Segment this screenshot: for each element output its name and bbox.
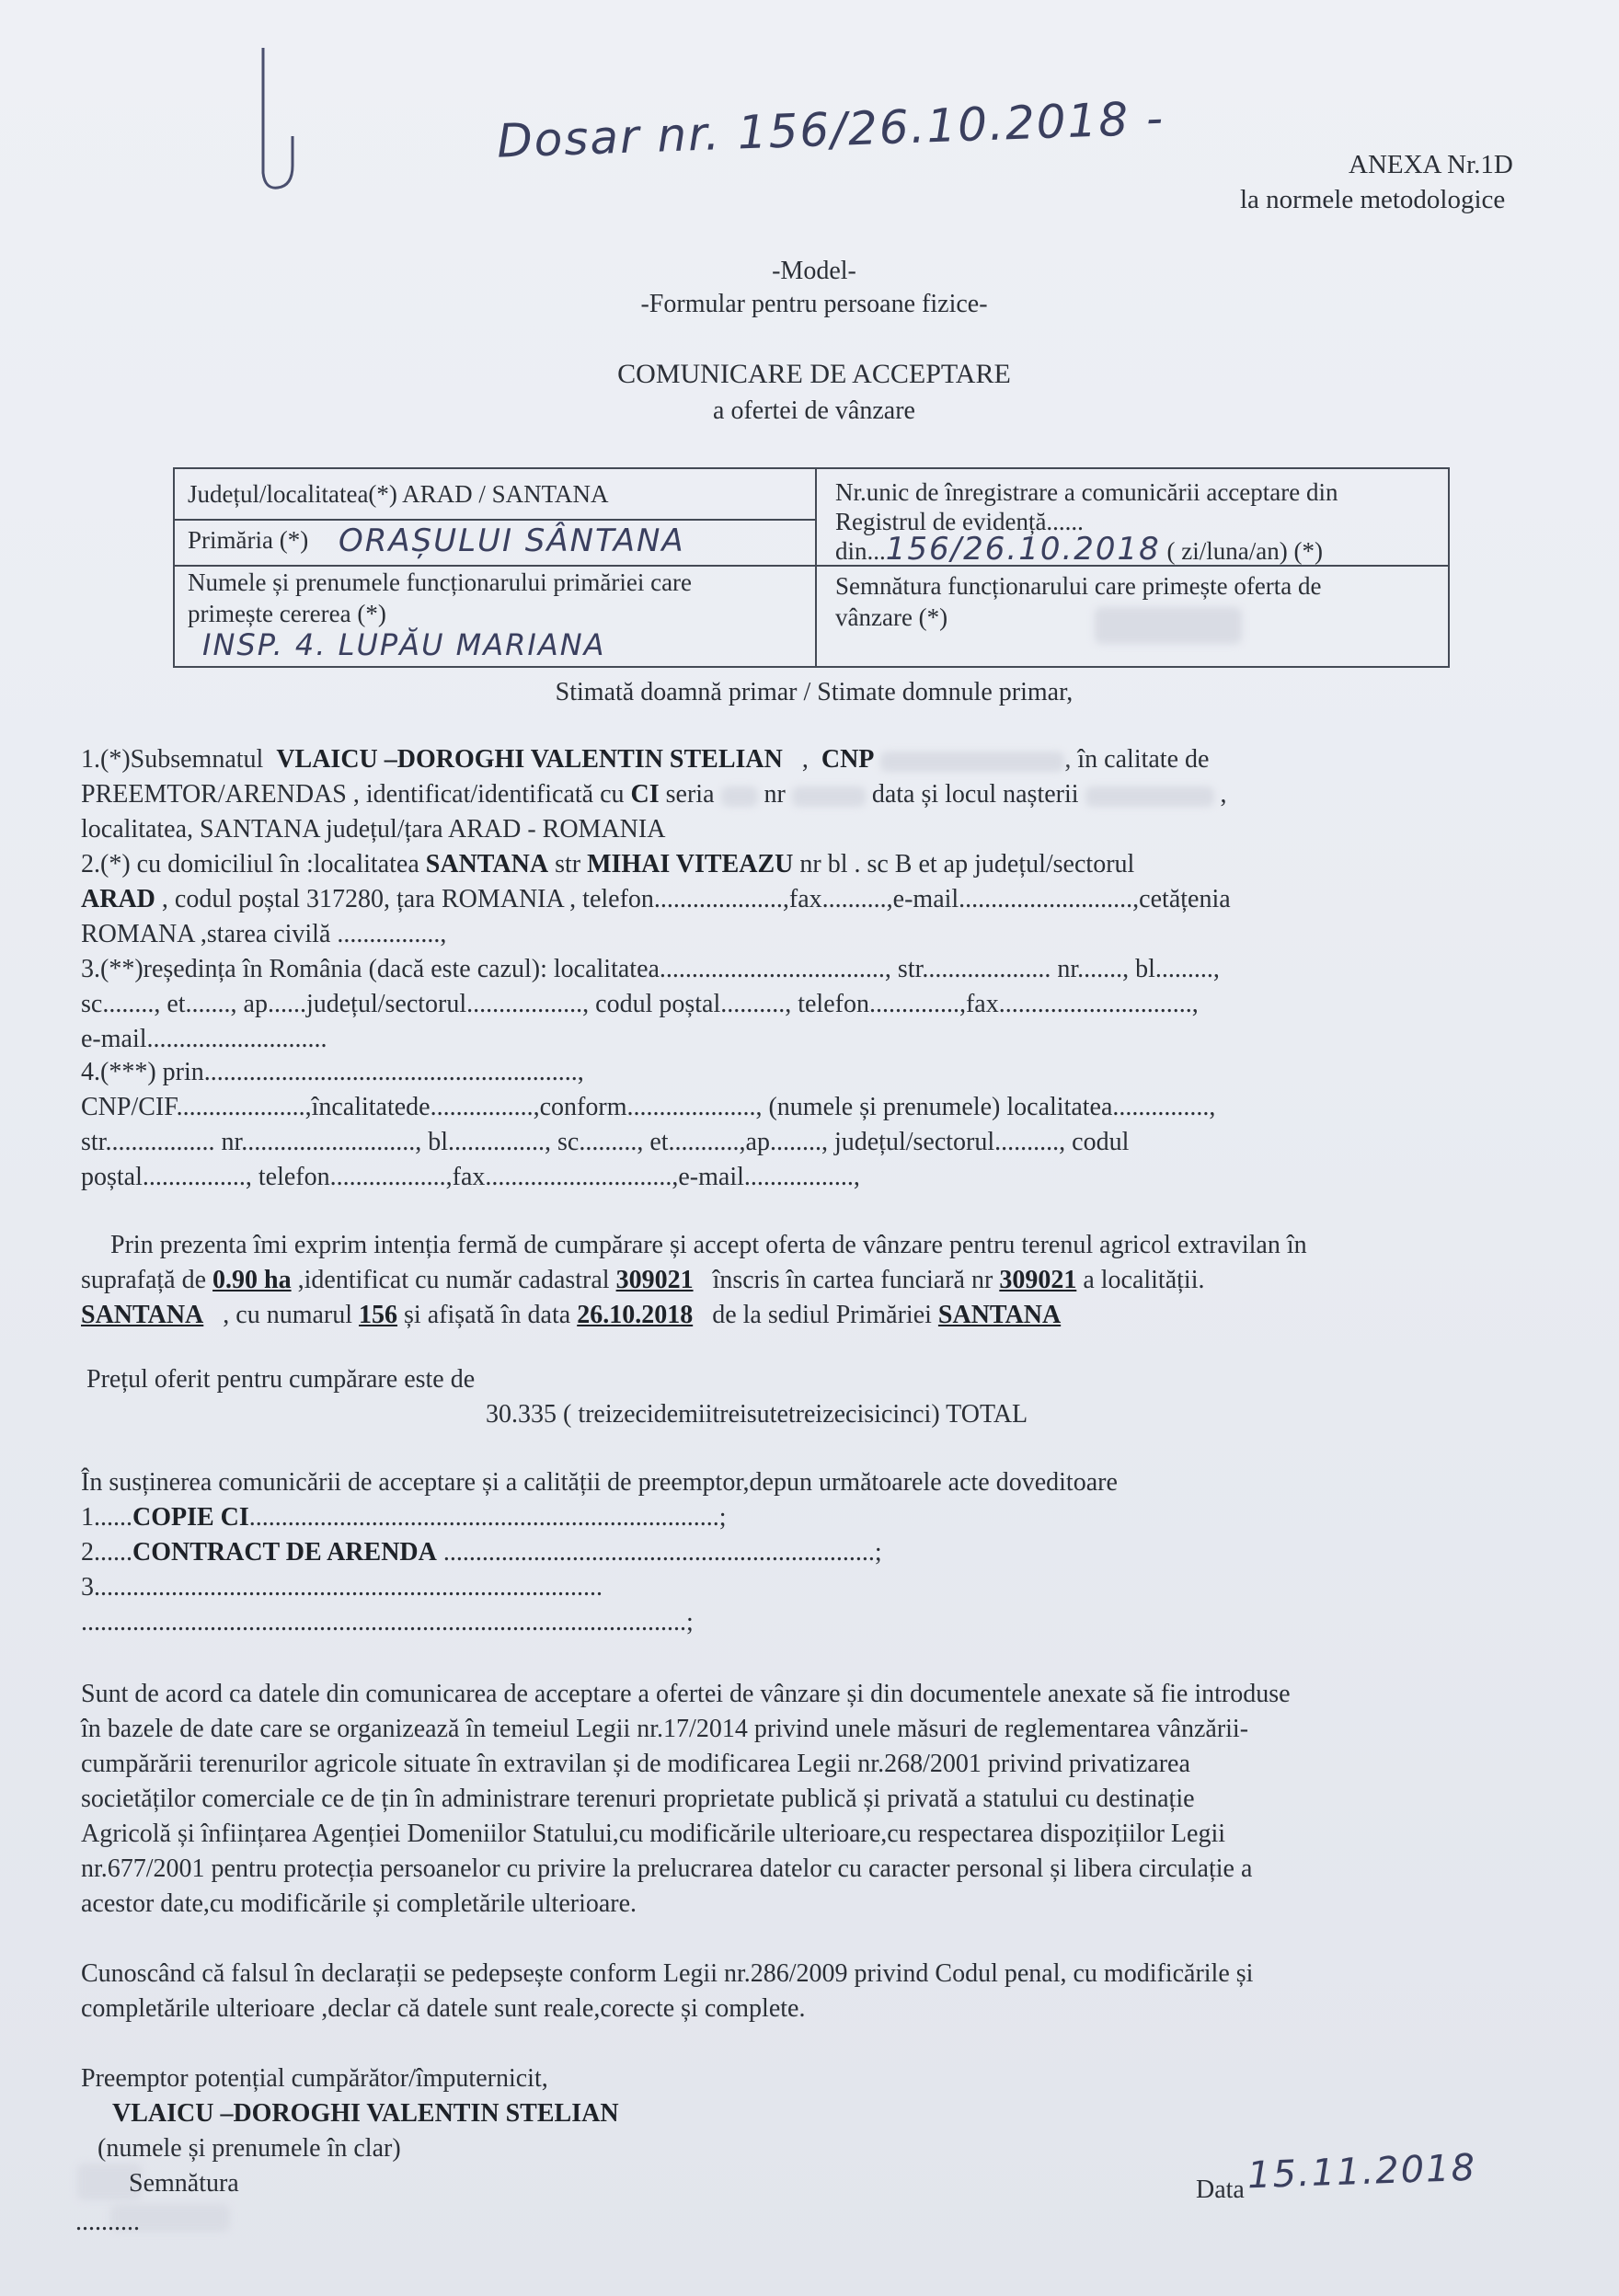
primaria-label: Primăria (*) — [188, 526, 309, 554]
acord-line6: nr.677/2001 pentru protecția persoanelor cu privire la prelucrarea datelor cu caracter personal și libera circulație a — [81, 1854, 1253, 1883]
p1-line3: localitatea, SANTANA județul/țara ARAD - ROMANIA — [81, 815, 666, 844]
data-label: Data — [1196, 2175, 1245, 2204]
functionar-handwritten: INSP. 4. LUPĂU MARIANA — [202, 627, 606, 662]
acte-item-1: 1......COPIE CI.........................................................................; — [81, 1503, 727, 1532]
functionar-label-2: primește cererea (*) — [188, 600, 386, 627]
prezenta-line1: Prin prezenta îmi exprim intenția fermă de cumpărare și accept oferta de vânzare pentru terenul agricol extravilan în — [110, 1231, 1307, 1259]
acte-item-2: 2......CONTRACT DE ARENDA ...................................................................; — [81, 1538, 882, 1567]
suprafata-value: 0.90 ha — [212, 1266, 292, 1294]
redacted-signature — [1095, 607, 1242, 644]
p4-line3: str................. nr..........................., bl..............., sc........., et...........,ap........, județul/sectorul.........., codul — [81, 1128, 1130, 1156]
model-title: -Model- — [772, 257, 856, 285]
prezenta-line2: suprafață de 0.90 ha ,identificat cu număr cadastral 309021 înscris în cartea funciară nr 309021 a localității. — [81, 1266, 1205, 1294]
registration-table — [173, 467, 1450, 668]
subtitle: a ofertei de vânzare — [713, 396, 915, 425]
din-text: din — [835, 537, 867, 565]
acord-line1: Sunt de acord ca datele din comunicarea de acceptare a ofertei de vânzare și din documentele anexate să fie introduse — [81, 1680, 1291, 1708]
acord-line4: societăților comerciale ce de țin în administrare terenuri proprietate publică și privată a statului cu destinație — [81, 1785, 1195, 1813]
p3-line2: sc........, et......., ap......județul/sectorul.................., codul poștal.........., telefon..............,fax.............................., — [81, 990, 1199, 1018]
applicant-name: VLAICU –DOROGHI VALENTIN STELIAN — [276, 745, 783, 774]
nr-handwritten: 156/26.10.2018 — [885, 531, 1161, 568]
p3-line1: 3.(**)reședința în România (dacă este cazul): localitatea..................................., str.................... nr......., bl........., — [81, 955, 1220, 983]
cunoscand-line2: completările ulterioare ,declar că datele sunt reale,corecte și complete. — [81, 1994, 806, 2023]
preemptor-label: Preemptor potențial cumpărător/împuternicit, — [81, 2064, 548, 2093]
redacted-cnp — [880, 752, 1064, 772]
nr-unic-label: Nr.unic de înregistrare a comunicării acceptare din — [835, 478, 1338, 506]
primaria-handwritten: ORAȘULUI SÂNTANA — [339, 522, 685, 559]
semnatura-label-footer: Semnătura — [129, 2169, 239, 2198]
pret-label: Prețul oferit pentru cumpărare este de — [86, 1365, 476, 1394]
p4-line4: poștal................, telefon..................,fax.............................,e-mail................., — [81, 1163, 860, 1191]
date-format-label: ( zi/luna/an) (*) — [1166, 537, 1323, 565]
acord-line5: Agricolă și înființarea Agenției Domeniilor Statului,cu modificările ulterioare,cu respectarea dispozițiilor Legii — [81, 1820, 1226, 1848]
acte-item-3: 3............................................................................... — [81, 1573, 603, 1601]
dosar-handwritten: Dosar nr. 156/26.10.2018 - — [496, 91, 1165, 168]
semnatura-label: Semnătura funcționarului care primește oferta de — [835, 572, 1322, 600]
name-clar-label: (numele și prenumele în clar) — [98, 2134, 401, 2163]
cunoscand-line1: Cunoscând că falsul în declarații se pedepsește conform Legii nr.286/2009 privind Codul penal, cu modificările și — [81, 1959, 1254, 1988]
judet-cell: Județul/localitatea(*) ARAD / SANTANA — [188, 480, 609, 508]
p2-line1: 2.(*) cu domiciliul în :localitatea SANTANA str MIHAI VITEAZU nr bl . sc B et ap județul/sectorul — [81, 850, 1135, 878]
signer-name: VLAICU –DOROGHI VALENTIN STELIAN — [112, 2099, 619, 2128]
acord-line3: cumpărării terenurilor agricole situate în extravilan și de modificarea Legii nr.268/2001 privind privatizarea — [81, 1750, 1190, 1778]
main-title: COMUNICARE DE ACCEPTARE — [617, 359, 1011, 389]
acord-line2: în bazele de date care se organizează în temeiul Legii nr.17/2014 privind unele măsuri de reglementarea vânzării- — [81, 1715, 1249, 1743]
p4-line2: CNP/CIF....................,încalitatede................,conform...................., (numele și prenumele) localitatea..............., — [81, 1093, 1216, 1121]
acte-intro: În susținerea comunicării de acceptare și a calității de preemptor,depun următoarele acte doveditoare — [81, 1468, 1118, 1497]
functionar-label: Numele și prenumele funcționarului primăriei care — [188, 568, 693, 596]
acord-line7: acestor date,cu modificările și completările ulterioare. — [81, 1889, 637, 1918]
p2-line2: ARAD , codul poștal 317280, țara ROMANIA , telefon....................,fax..........,e-mail...........................,cetățenia — [81, 885, 1231, 913]
p1-line1: 1.(*)Subsemnatul VLAICU –DOROGHI VALENTIN STELIAN , CNP , în calitate de — [81, 745, 1210, 774]
acte-item-4: ..............................................................................................; — [81, 1608, 694, 1636]
handwritten-u-mark — [256, 44, 300, 191]
semnatura-label-2: vânzare (*) — [835, 603, 948, 631]
p3-line3: e-mail............................ — [81, 1025, 327, 1053]
semnatura-dots: .......... — [75, 2208, 140, 2236]
registru-label: Registrul de evidență...... — [835, 508, 1084, 535]
prezenta-line3: SANTANA , cu numarul 156 și afișată în data 26.10.2018 de la sediul Primăriei SANTANA — [81, 1301, 1062, 1329]
pret-value: 30.335 ( treizecidemiitreisutetreizecisicinci) TOTAL — [486, 1400, 1028, 1429]
anexa-label: ANEXA Nr.1D — [1349, 150, 1513, 179]
cadastral-value: 309021 — [615, 1266, 694, 1294]
normele-label: la normele metodologice — [1240, 185, 1506, 214]
din-label: din...156/26.10.2018 ( zi/luna/an) (*) — [835, 531, 1323, 568]
formular-title: -Formular pentru persoane fizice- — [640, 290, 988, 318]
data-handwritten: 15.11.2018 — [1246, 2146, 1477, 2198]
afisare-data: 26.10.2018 — [577, 1301, 694, 1329]
cf-value: 309021 — [999, 1266, 1077, 1294]
p4-line1: 4.(***) prin.........................................................., — [81, 1058, 584, 1086]
salutation: Stimată doamnă primar / Stimate domnule primar, — [555, 678, 1074, 706]
p1-line2: PREEMTOR/ARENDAS , identificat/identificată cu CI seria nr data și locul nașterii , — [81, 780, 1227, 809]
p2-line3: ROMANA ,starea civilă ................, — [81, 920, 447, 948]
